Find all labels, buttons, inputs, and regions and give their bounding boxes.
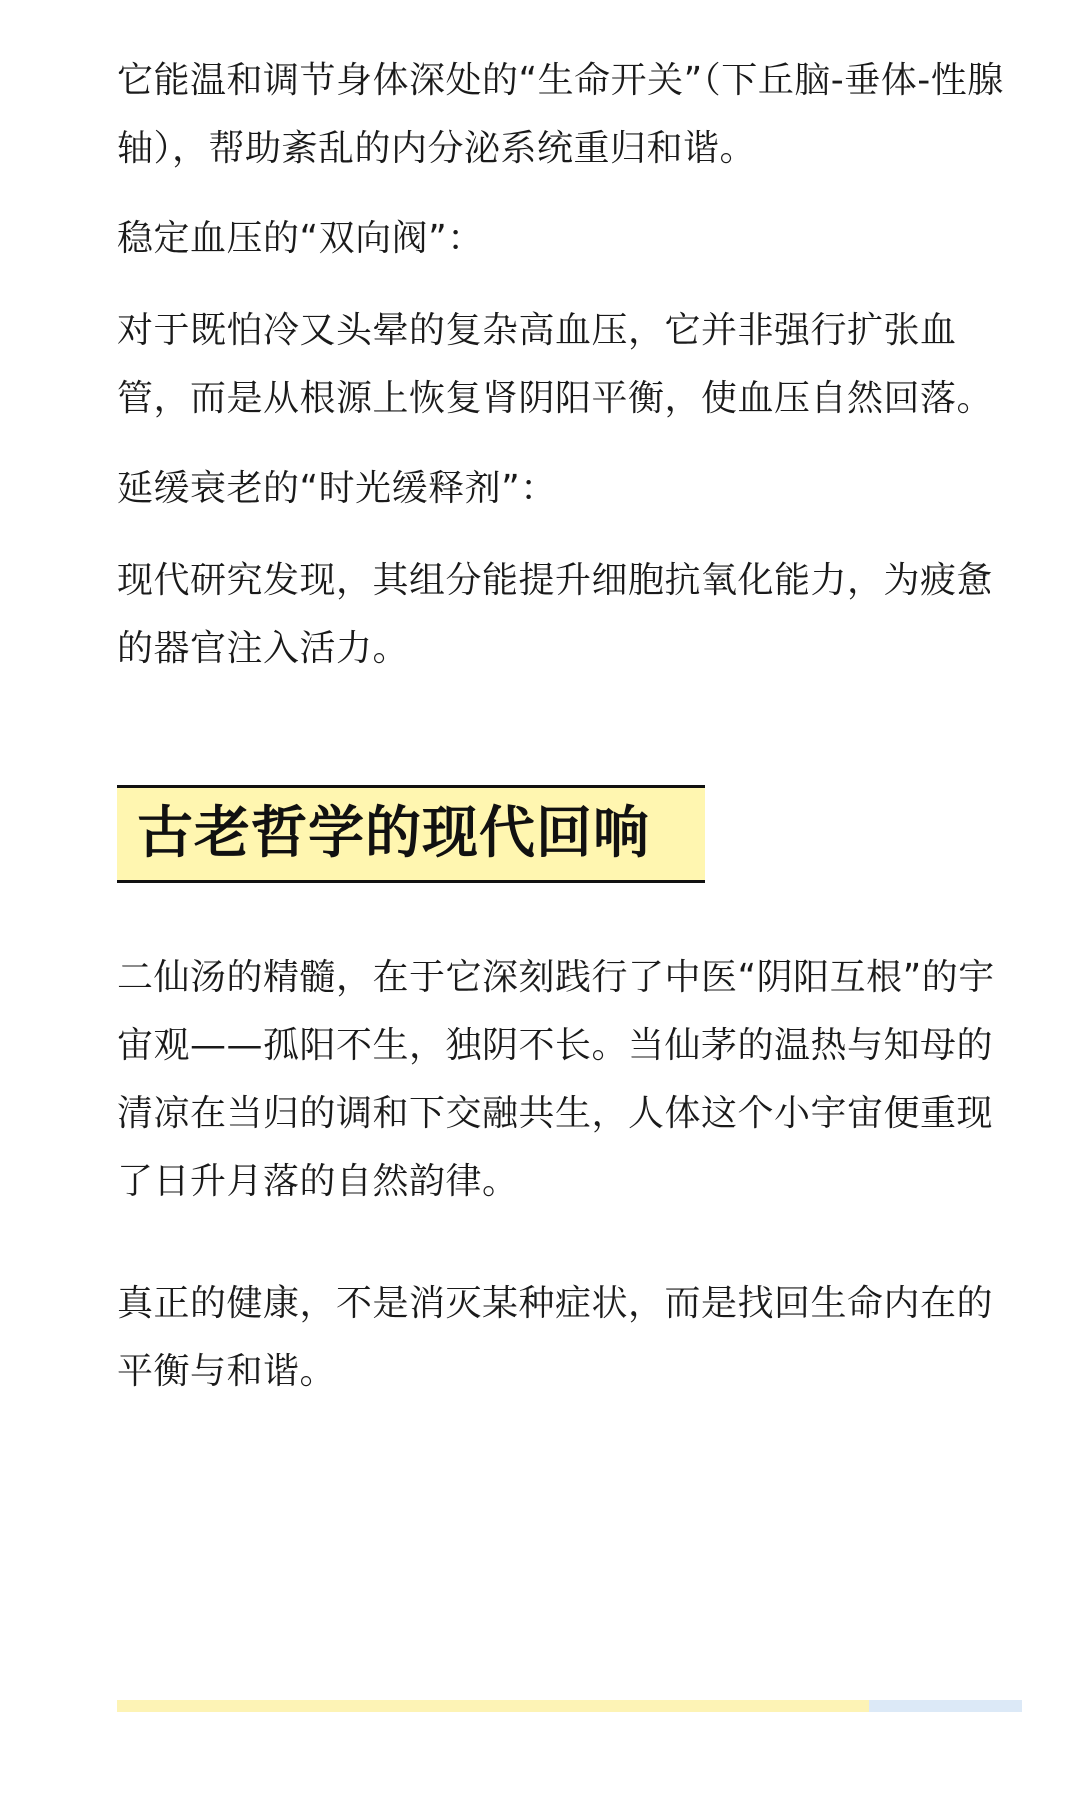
footer-divider-bar xyxy=(117,1700,1022,1712)
paragraph-anti-aging: 现代研究发现，其组分能提升细胞抗氧化能力，为疲惫的器官注入活力。 xyxy=(117,560,994,669)
section-heading: 古老哲学的现代回响 xyxy=(137,801,650,866)
footer-divider-blue-segment xyxy=(869,1700,1022,1712)
paragraph-hormone-regulation: 它能温和调节身体深处的“生命开关”（下丘脑-垂体-性腺轴），帮助紊乱的内分泌系统重归和谐。 xyxy=(117,60,1004,169)
subheading-anti-aging: 延缓衰老的“时光缓释剂”： xyxy=(117,468,557,509)
footer-divider-yellow-segment xyxy=(117,1700,869,1712)
paragraph-blood-pressure: 对于既怕冷又头晕的复杂高血压，它并非强行扩张血管，而是从根源上恢复肾阴阳平衡，使血压自然回落。 xyxy=(117,310,994,419)
paragraph-yin-yang-philosophy: 二仙汤的精髓，在于它深刻践行了中医“阴阳互根”的宇宙观——孤阳不生，独阴不长。当仙茅的温热与知母的清凉在当归的调和下交融共生，人体这个小宇宙便重现了日升月落的自然韵律。 xyxy=(117,957,995,1202)
paragraph-true-health: 真正的健康，不是消灭某种症状，而是找回生命内在的平衡与和谐。 xyxy=(117,1283,994,1392)
subheading-blood-pressure: 稳定血压的“双向阀”： xyxy=(117,218,484,259)
section-heading-box xyxy=(117,785,705,883)
